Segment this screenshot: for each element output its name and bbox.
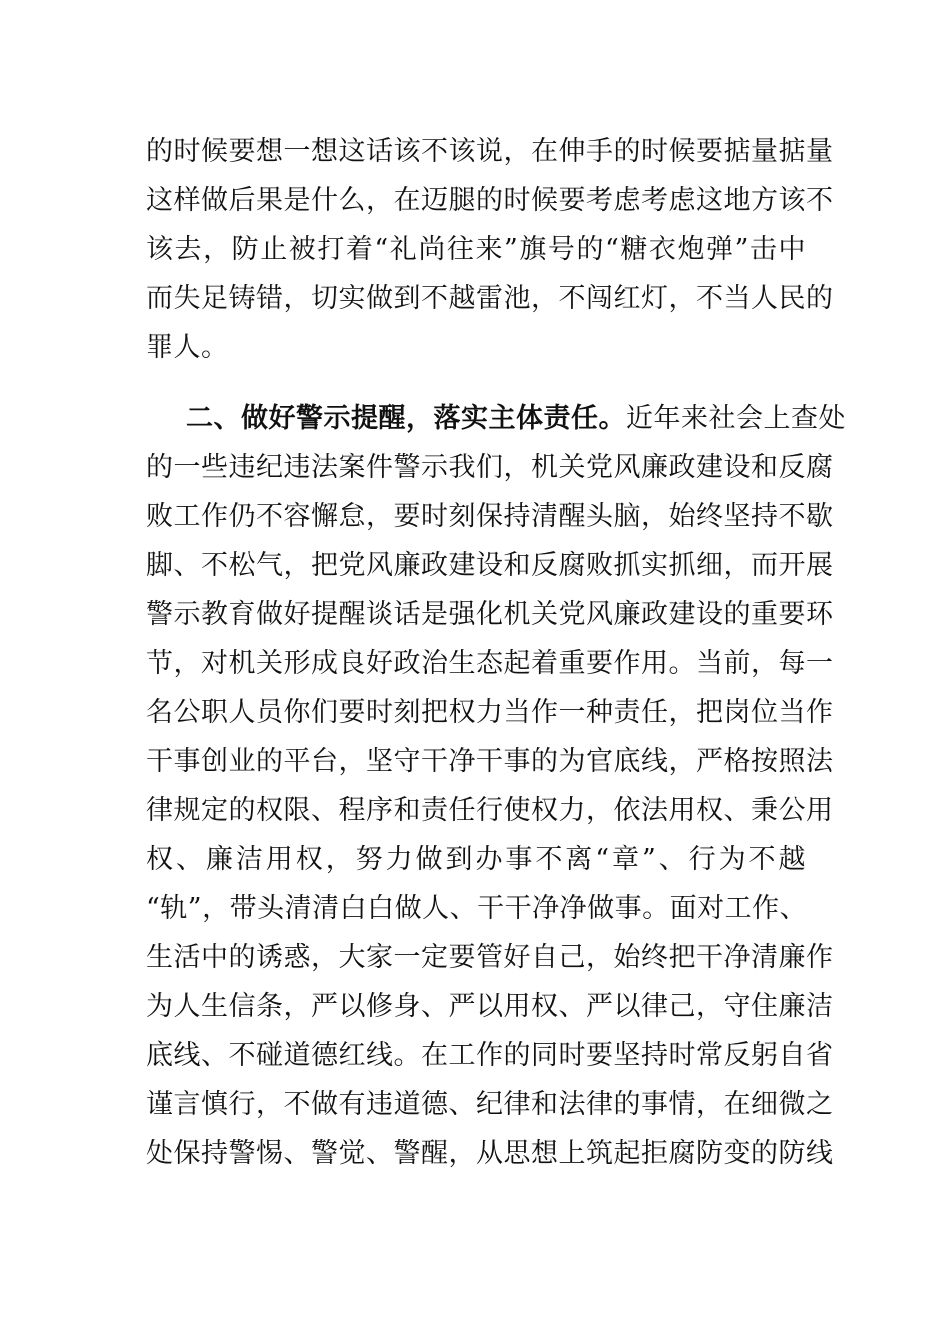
paragraph-2 <box>146 394 846 1178</box>
paragraph-line: 这样做后果是什么，在迈腿的时候要考虑考虑这地方该不 <box>146 185 834 216</box>
paragraph-line: 的时候要想一想这话该不该说，在伸手的时候要掂量掂量 <box>146 136 834 167</box>
paragraph-line: 律规定的权限、程序和责任行使权力，依法用权、秉公用 <box>146 795 834 826</box>
paragraph-line: 为人生信条，严以修身、严以用权、严以律己，守住廉洁 <box>146 991 834 1022</box>
paragraph-line: “轨”，带头清清白白做人、干干净净做事。面对工作、 <box>146 893 808 924</box>
paragraph-line: 的一些违纪违法案件警示我们，机关党风廉政建设和反腐 <box>146 452 834 483</box>
paragraph-line: 谨言慎行，不做有违道德、纪律和法律的事情，在细微之 <box>146 1089 834 1120</box>
paragraph-line: 名公职人员你们要时刻把权力当作一种责任，把岗位当作 <box>146 697 834 728</box>
paragraph-line: 该去，防止被打着“礼尚往来”旗号的“糖衣炮弹”击中 <box>146 234 806 265</box>
document-page <box>146 127 846 1178</box>
paragraph-line: 权、廉洁用权，努力做到办事不离“章”、行为不越 <box>146 844 806 875</box>
paragraph-line: 警示教育做好提醒谈话是强化机关党风廉政建设的重要环 <box>146 599 834 630</box>
first-line-text: 近年来社会上查处 <box>626 403 846 434</box>
paragraph-line: 脚、不松气，把党风廉政建设和反腐败抓实抓细，而开展 <box>146 550 834 581</box>
paragraph-first-line <box>146 394 846 443</box>
paragraph-line: 生活中的诱惑，大家一定要管好自己，始终把干净清廉作 <box>146 942 834 973</box>
paragraph-line: 而失足铸错，切实做到不越雷池，不闯红灯，不当人民的 <box>146 283 834 314</box>
paragraph-1 <box>146 127 834 372</box>
paragraph-line: 败工作仍不容懈怠，要时刻保持清醒头脑，始终坚持不歇 <box>146 501 834 532</box>
paragraph-line: 节，对机关形成良好政治生态起着重要作用。当前，每一 <box>146 648 834 679</box>
paragraph-line: 罪人。 <box>146 332 229 363</box>
paragraph-line: 底线、不碰道德红线。在工作的同时要坚持时常反躬自省 <box>146 1040 834 1071</box>
section-heading: 二、做好警示提醒，落实主体责任。 <box>186 403 626 434</box>
paragraph-line: 处保持警惕、警觉、警醒，从思想上筑起拒腐防变的防线 <box>146 1138 834 1169</box>
paragraph-line: 干事创业的平台，坚守干净干事的为官底线，严格按照法 <box>146 746 834 777</box>
paragraph-spacer <box>146 372 806 394</box>
